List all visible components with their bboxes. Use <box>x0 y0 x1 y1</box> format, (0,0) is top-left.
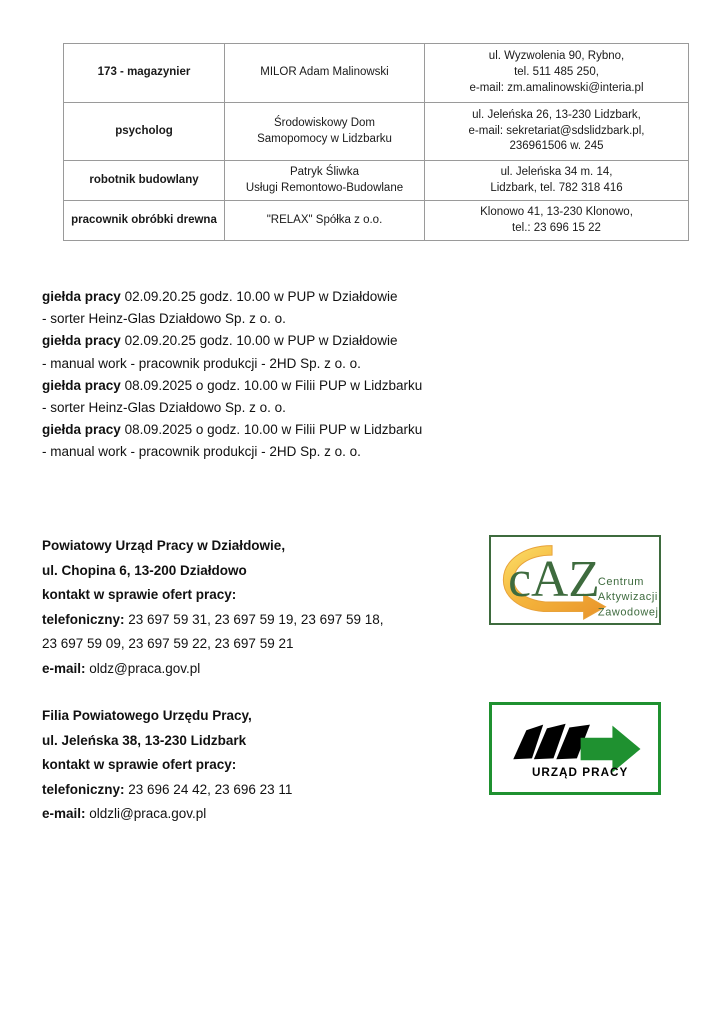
table-cell-position <box>64 161 225 201</box>
job-fair-entry <box>42 375 562 397</box>
table-row <box>64 103 689 161</box>
table-cell-position <box>64 44 225 103</box>
job-fair-label: giełda pracy <box>42 422 121 438</box>
contact-line: 236961506 w. 245 <box>509 140 604 153</box>
employer-line: "RELAX" Spółka z o.o. <box>266 213 383 226</box>
table-cell-employer <box>225 161 425 201</box>
employer-line: Usługi Remontowo-Budowlane <box>245 181 404 194</box>
job-offers-table <box>63 43 689 241</box>
contact-line: e-mail: zm.amalinowski@interia.pl <box>469 81 644 94</box>
caz-logo-graphic <box>491 537 659 623</box>
urzad-pracy-black-shapes <box>513 724 590 760</box>
job-fair-sub: - sorter Heinz-Glas Działdowo Sp. z o. o. <box>42 311 286 327</box>
table-cell-employer <box>225 103 425 161</box>
table-cell-position <box>64 201 225 241</box>
job-fair-sub: - sorter Heinz-Glas Działdowo Sp. z o. o. <box>42 400 286 416</box>
position-text: psycholog <box>115 124 173 137</box>
job-fair-sub: - manual work - pracownik produkcji - 2HD Sp. z o. o. <box>42 444 361 460</box>
job-fair-label: giełda pracy <box>42 333 121 349</box>
employer-line: MILOR Adam Malinowski <box>260 66 389 79</box>
phone-numbers-line-1: 23 697 59 31, 23 697 59 19, 23 697 59 18, <box>124 611 384 627</box>
contact-line: ul. Wyzwolenia 90, Rybno, <box>488 50 625 63</box>
caz-logo <box>489 535 661 625</box>
caz-acronym-text: cAZ <box>508 551 600 609</box>
table-row <box>64 44 689 103</box>
table-cell-employer <box>225 44 425 103</box>
caz-line-1: Centrum <box>597 575 645 588</box>
table-cell-employer <box>225 201 425 241</box>
contact-heading: kontakt w sprawie ofert pracy: <box>42 757 237 773</box>
office-name: Filia Powiatowego Urzędu Pracy, <box>42 708 252 723</box>
position-text: 173 - magazynier <box>97 66 191 79</box>
caz-line-3: Zawodowej <box>597 606 659 619</box>
job-fair-entry <box>42 419 562 441</box>
employer-line: Patryk Śliwka <box>289 165 360 178</box>
contact-line: Lidzbark, tel. 782 318 416 <box>490 181 623 194</box>
phone-label: telefoniczny: <box>42 611 125 627</box>
position-text: robotnik budowlany <box>89 173 199 186</box>
table-row <box>64 161 689 201</box>
contact-block-filia-lidzbark <box>42 704 462 827</box>
contact-line: ul. Jeleńska 26, 13-230 Lidzbark, <box>472 108 641 121</box>
email-label: e-mail: <box>42 806 86 822</box>
employer-line: Środowiskowy Dom <box>274 116 375 129</box>
position-text: pracownik obróbki drewna <box>71 213 217 226</box>
contact-line: Klonowo 41, 13-230 Klonowo, <box>480 205 633 218</box>
job-fair-detail: 02.09.20.25 godz. 10.00 w PUP w Działdowie <box>124 289 398 304</box>
table-cell-contact <box>425 201 689 241</box>
contact-line: tel. 511 485 250, <box>514 66 599 79</box>
phone-label: telefoniczny: <box>42 781 125 797</box>
contact-line: tel.: 23 696 15 22 <box>512 221 601 234</box>
phone-numbers-line-1: 23 696 24 42, 23 696 23 11 <box>124 781 293 797</box>
job-fair-label: giełda pracy <box>42 289 121 304</box>
table-cell-position <box>64 103 225 161</box>
job-fair-detail: 08.09.2025 o godz. 10.00 w Filii PUP w Lidzbarku <box>124 422 423 438</box>
job-fair-label: giełda pracy <box>42 377 121 393</box>
urzad-pracy-logo <box>489 702 661 795</box>
email-value[interactable]: oldzli@praca.gov.pl <box>85 806 207 822</box>
office-name: Powiatowy Urząd Pracy w Działdowie, <box>42 538 286 553</box>
job-fair-detail: 02.09.20.25 godz. 10.00 w PUP w Działdowie <box>124 333 398 349</box>
job-fairs-section <box>42 286 562 464</box>
job-fair-detail: 08.09.2025 o godz. 10.00 w Filii PUP w Lidzbarku <box>124 377 423 393</box>
employer-line: Samopomocy w Lidzbarku <box>257 132 392 145</box>
table-cell-contact <box>425 103 689 161</box>
contact-heading: kontakt w sprawie ofert pracy: <box>42 587 237 603</box>
contact-line: ul. Jeleńska 34 m. 14, <box>500 165 613 178</box>
table-row <box>64 201 689 241</box>
job-fair-entry <box>42 286 562 308</box>
email-value[interactable]: oldz@praca.gov.pl <box>85 660 201 676</box>
email-label: e-mail: <box>42 660 86 676</box>
caz-line-2: Aktywizacji <box>597 591 658 604</box>
urzad-pracy-logo-graphic <box>492 705 658 792</box>
contact-block-pup-dzialdowo <box>42 534 462 682</box>
urzad-pracy-caption: URZĄD PRACY <box>531 766 629 780</box>
table-cell-contact <box>425 161 689 201</box>
phone-numbers-line-2: 23 697 59 09, 23 697 59 22, 23 697 59 21 <box>42 636 294 652</box>
contact-line: e-mail: sekretariat@sdslidzbark.pl, <box>468 124 645 137</box>
job-fair-entry <box>42 330 562 352</box>
job-fair-sub: - manual work - pracownik produkcji - 2HD Sp. z o. o. <box>42 355 361 371</box>
office-address: ul. Jeleńska 38, 13-230 Lidzbark <box>42 732 247 748</box>
table-cell-contact <box>425 44 689 103</box>
office-address: ul. Chopina 6, 13-200 Działdowo <box>42 562 247 578</box>
